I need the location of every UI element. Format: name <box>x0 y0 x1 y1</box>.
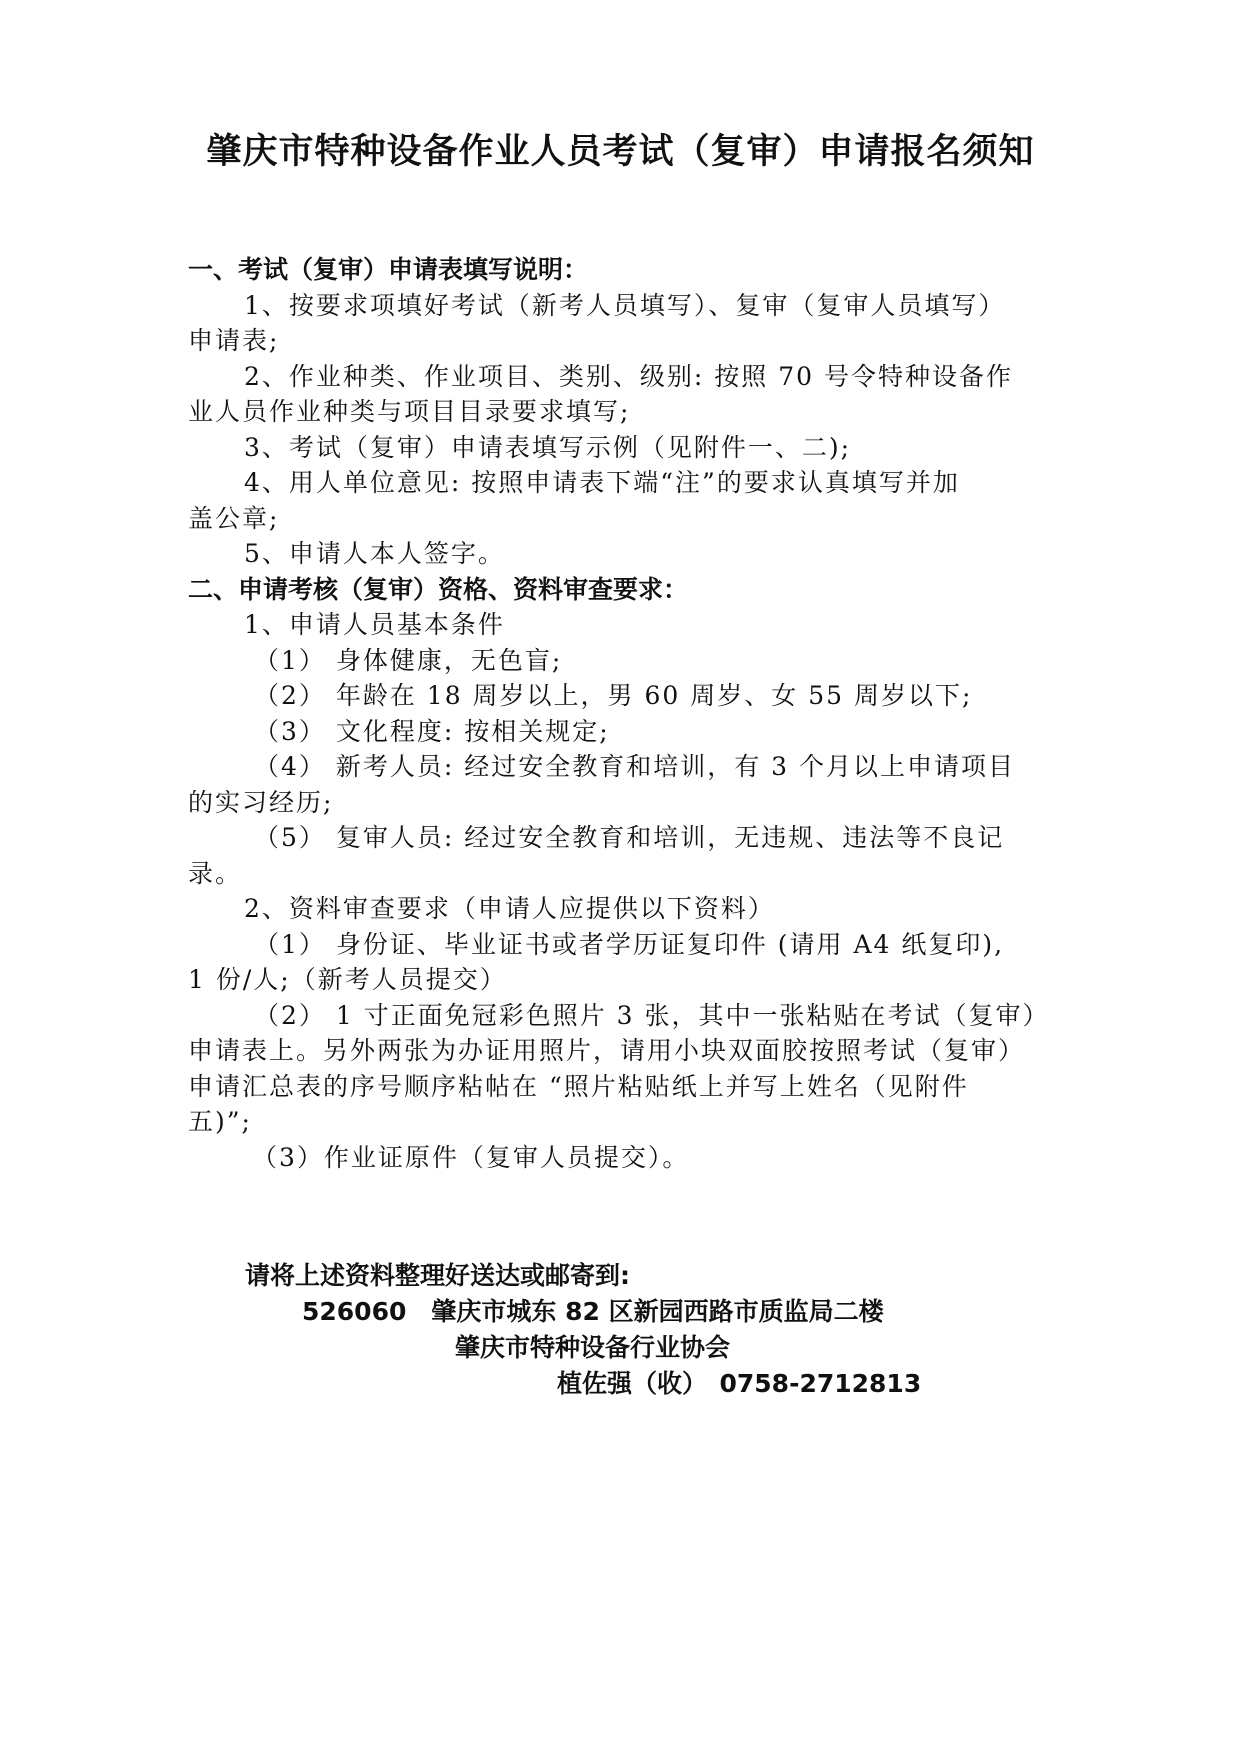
material-2-cont-1: 申请表上。另外两张为办证用照片，请用小块双面胶按照考试（复审） <box>188 1036 1026 1065</box>
instruction-item-4: 4、用人单位意见: 按照申请表下端“注”的要求认真填写并加 <box>244 468 960 497</box>
condition-4: （4） 新考人员: 经过安全教育和培训，有 3 个月以上申请项目 <box>254 752 1016 781</box>
condition-3: （3） 文化程度: 按相关规定; <box>254 716 610 746</box>
instruction-item-1: 1、按要求项填好考试（新考人员填写）、复审（复审人员填写） <box>244 290 1006 320</box>
instruction-item-1-cont: 申请表; <box>188 326 280 355</box>
contact-recipient: 植佐强（收） 0758-2712813 <box>557 1369 922 1398</box>
section-1-heading: 一、考试（复审）申请表填写说明： <box>188 255 589 284</box>
condition-4-cont: 的实习经历; <box>188 787 334 817</box>
instruction-item-3: 3、考试（复审）申请表填写示例（见附件一、二); <box>244 432 852 462</box>
condition-5-cont: 录。 <box>188 858 243 888</box>
contact-address: 526060 肇庆市城东 82 区新园西路市质监局二楼 <box>302 1297 884 1326</box>
document-title: 肇庆市特种设备作业人员考试（复审）申请报名须知 <box>206 132 1035 172</box>
section-2-heading: 二、申请考核（复审）资格、资料审查要求： <box>188 574 689 604</box>
document-body <box>188 252 1053 1175</box>
instruction-item-2-cont: 业人员作业种类与项目目录要求填写; <box>188 397 631 426</box>
contact-organization: 肇庆市特种设备行业协会 <box>455 1333 731 1362</box>
material-1-cont: 1 份/人;（新考人员提交） <box>188 965 507 994</box>
requirement-sub-2: 2、资料审查要求（申请人应提供以下资料） <box>244 894 775 923</box>
instruction-item-4-cont: 盖公章; <box>188 503 280 533</box>
material-2: （2） 1 寸正面免冠彩色照片 3 张，其中一张粘贴在考试（复审） <box>254 1000 1050 1030</box>
material-2-cont-3: 五)”; <box>188 1107 252 1136</box>
instruction-item-5: 5、申请人本人签字。 <box>244 539 505 568</box>
requirement-sub-1: 1、申请人员基本条件 <box>244 610 505 639</box>
material-2-cont-2: 申请汇总表的序号顺序粘帖在 “照片粘贴纸上并写上姓名（见附件 <box>188 1071 969 1101</box>
material-1: （1） 身份证、毕业证书或者学历证复印件 (请用 A4 纸复印), <box>254 929 1005 959</box>
condition-1: （1） 身体健康，无色盲; <box>254 645 563 675</box>
condition-5: （5） 复审人员: 经过安全教育和培训，无违规、违法等不良记 <box>254 823 1005 852</box>
contact-intro: 请将上述资料整理好送达或邮寄到: <box>245 1261 630 1290</box>
condition-2: （2） 年龄在 18 周岁以上，男 60 周岁、女 55 周岁以下; <box>254 681 973 710</box>
instruction-item-2: 2、作业种类、作业项目、类别、级别: 按照 70 号令特种设备作 <box>244 361 1013 391</box>
material-3: （3）作业证原件（复审人员提交）。 <box>252 1142 690 1172</box>
